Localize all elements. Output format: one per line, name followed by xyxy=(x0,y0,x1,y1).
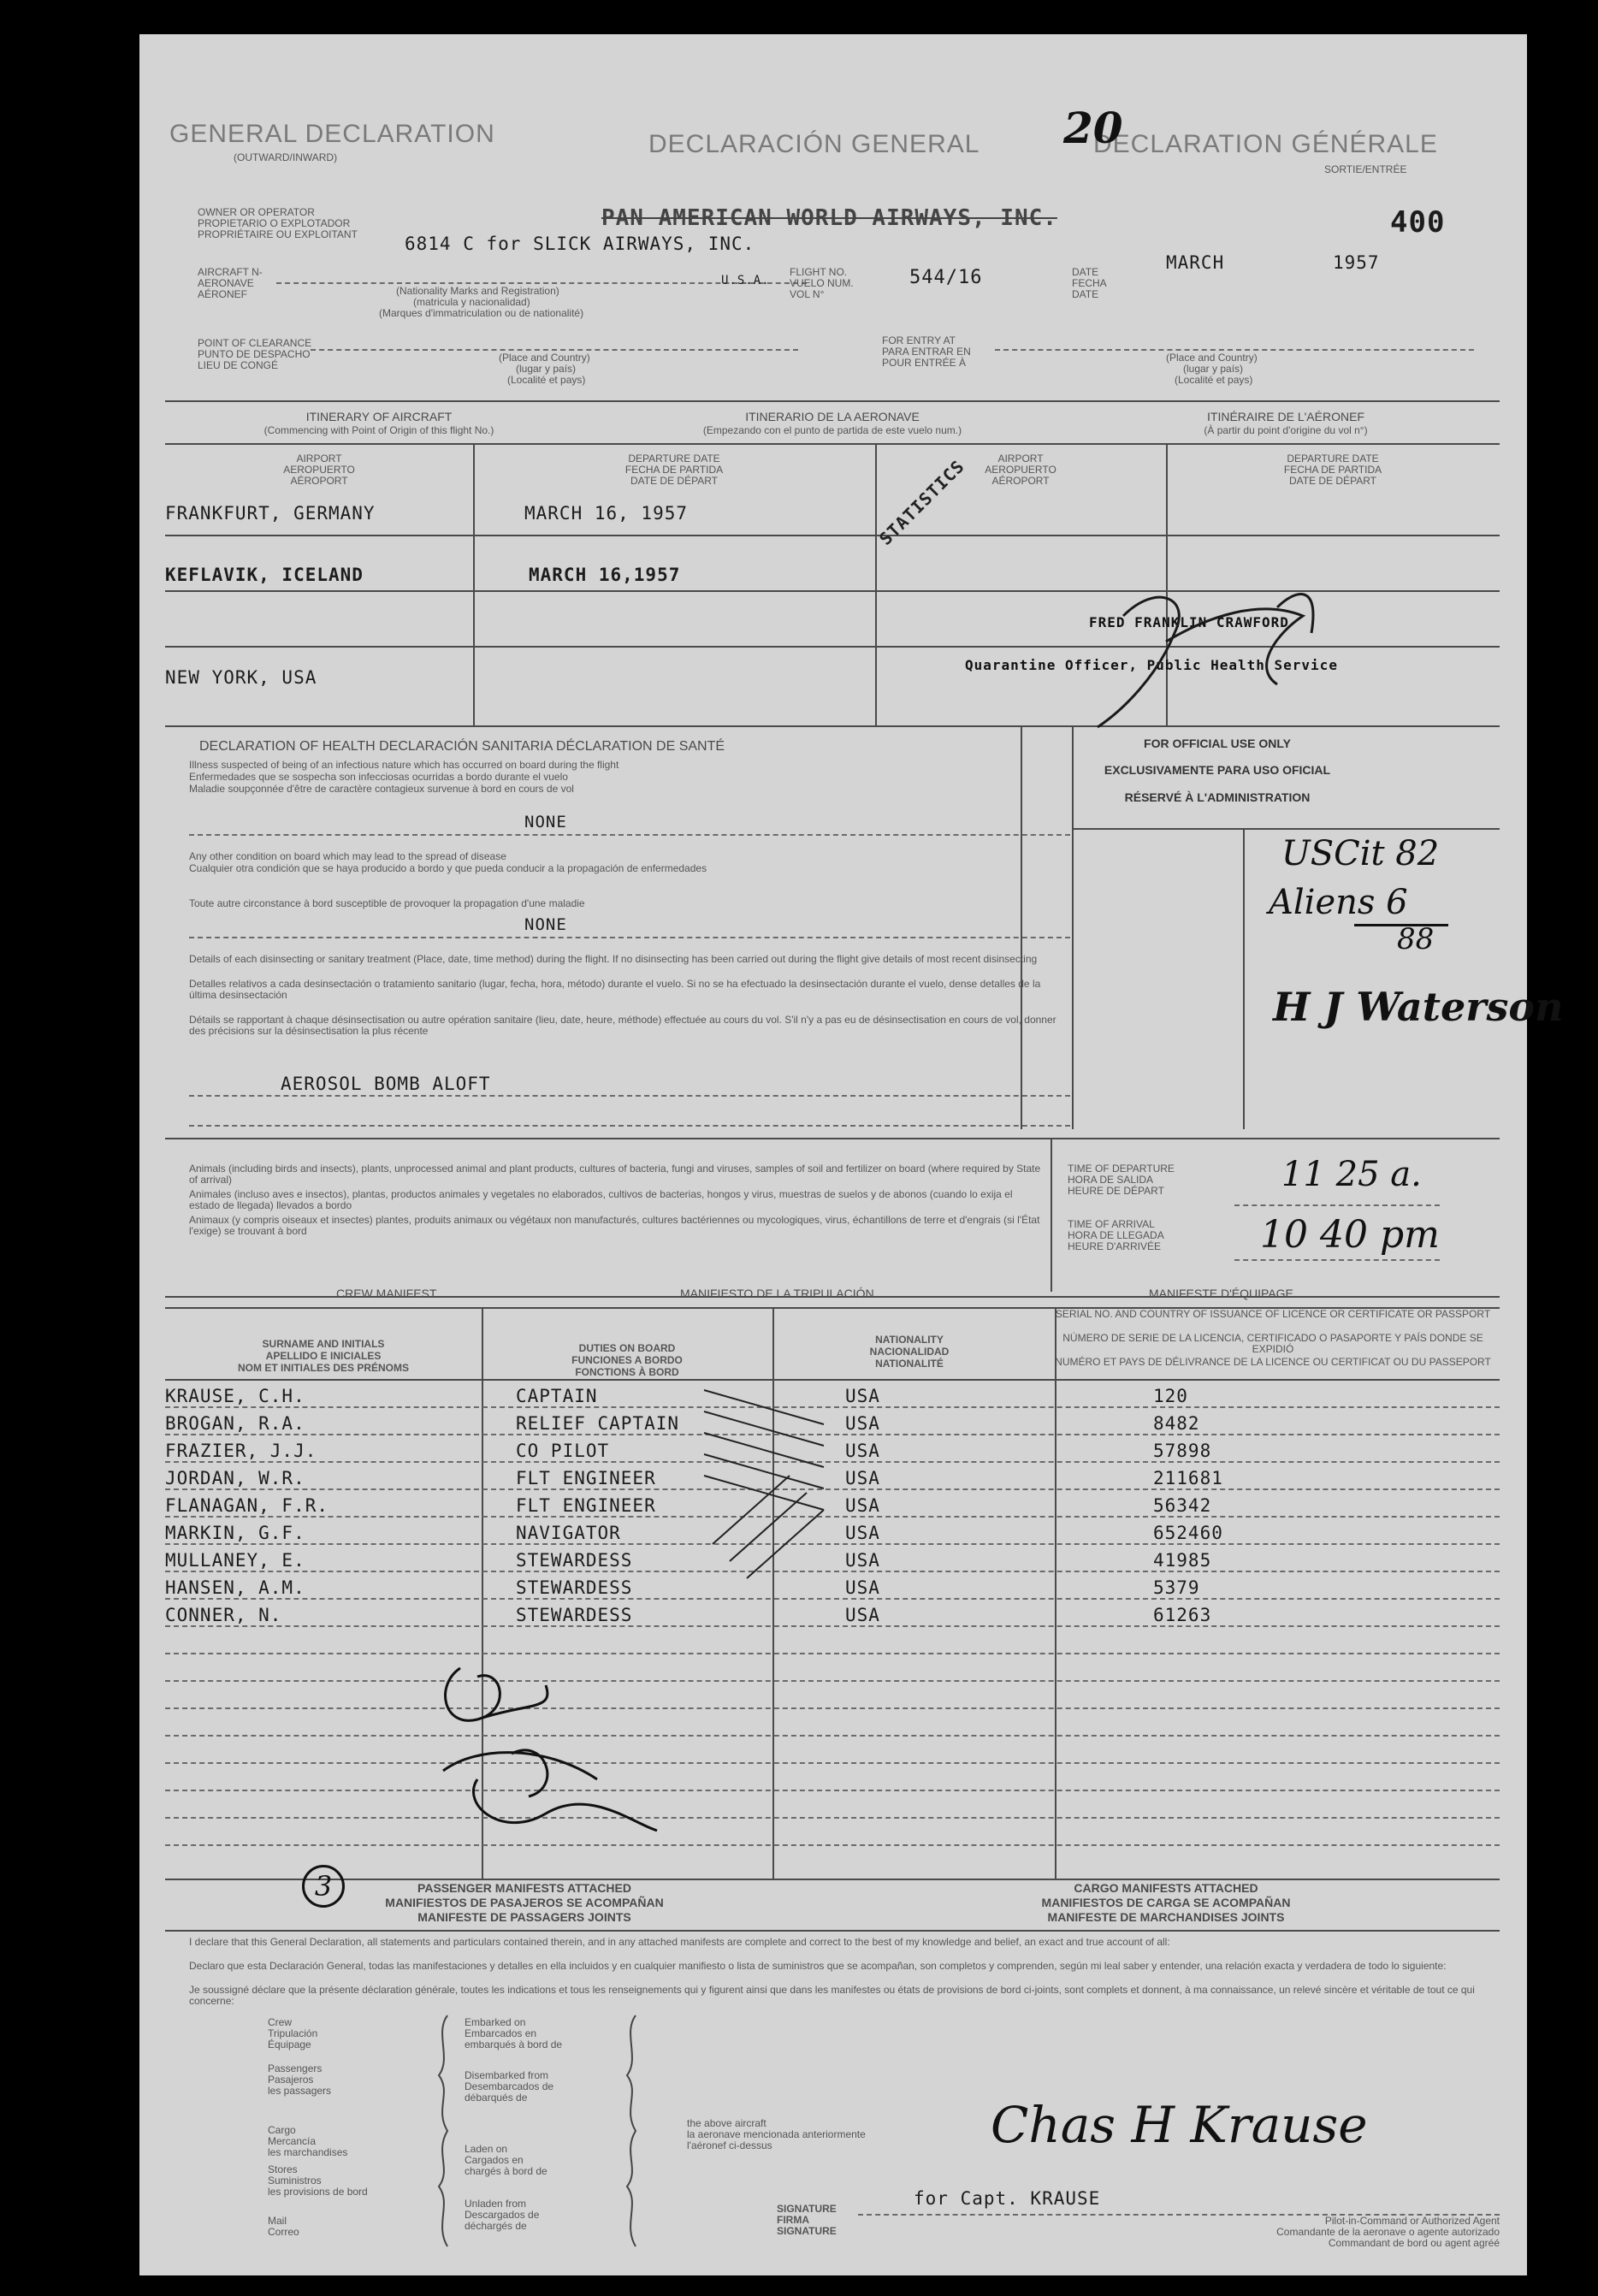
health-header: DECLARATION OF HEALTH DECLARACIÓN SANITARIA DÉCLARATION DE SANTÉ xyxy=(199,739,725,754)
crew-nationality: USA xyxy=(845,1413,880,1434)
aircraft-hint-en: (Nationality Marks and Registration) xyxy=(396,285,559,297)
col-date-es: FECHA DE PARTIDA xyxy=(624,464,724,476)
pic-label-es: Comandante de la aeronave o agente autorizado xyxy=(1276,2226,1500,2238)
aircraft-label-es: AERONAVE xyxy=(198,277,254,289)
table-row xyxy=(165,1605,281,1625)
col-airport-es: AEROPUERTO xyxy=(283,464,355,476)
declaration-left-item: Crew xyxy=(268,2016,293,2028)
declaration-mid-item: débarqués de xyxy=(465,2092,528,2104)
crew-serial: 652460 xyxy=(1153,1523,1223,1543)
crew-title-es: MANIFIESTO DE LA TRIPULACIÓN xyxy=(680,1287,874,1300)
animals-text-fr: Animaux (y compris oiseaux et insectes) plantes, produits animaux ou végétaux non manufacturés, cultures bactériennes ou mycologiques, virus, échantillons de terre et d'engrais (si l'État l'exige) se trouvant à bord xyxy=(189,1214,1040,1237)
declaration-text-en: I declare that this General Declaration, all statements and particulars contained therein, and in any attached manifests are complete and correct to the best of my knowledge and belief, an exact and true account of all: xyxy=(189,1936,1170,1948)
itinerary-title-es: ITINERARIO DE LA AERONAVE xyxy=(745,410,920,423)
itinerary-airport-3: NEW YORK, USA xyxy=(165,667,317,688)
itinerary-date-1: MARCH 16, 1957 xyxy=(524,503,689,524)
crew-name: HANSEN, A.M. xyxy=(165,1577,305,1598)
aircraft-label-en: AIRCRAFT N- xyxy=(198,266,263,278)
date-month: MARCH xyxy=(1166,252,1225,273)
health-q3-fr: Détails se rapportant à chaque désinsectisation ou autre opération sanitaire (lieu, date, heure, méthode) effectuée au cours du vol. S'il n'y a pas eu de désinsectisation en cours de vol, donner des précisions sur la désinsectisation la plus récente xyxy=(189,1014,1056,1037)
col-date-fr: DATE DE DÉPART xyxy=(630,475,719,487)
itinerary-title-fr: ITINÉRAIRE DE L'AÉRONEF xyxy=(1207,410,1364,423)
pass-manifest-en: PASSENGER MANIFESTS ATTACHED xyxy=(417,1881,631,1895)
crew-serial: 5379 xyxy=(1153,1577,1200,1598)
officer-name: FRED FRANKLIN CRAWFORD xyxy=(1089,614,1289,630)
aircraft-hint-es: (matricula y nacionalidad) xyxy=(413,296,530,308)
pic-label-fr: Commandant de bord ou agent agréé xyxy=(1328,2237,1500,2249)
col-date2-fr: DATE DE DÉPART xyxy=(1288,475,1377,487)
declaration-left-item: les provisions de bord xyxy=(268,2186,368,2198)
title-fr-sub: SORTIE/ENTRÉE xyxy=(1324,163,1407,175)
declaration-left-item: Cargo xyxy=(268,2124,296,2136)
col-date2-es: FECHA DE PARTIDA xyxy=(1283,464,1382,476)
declaration-mid-item: déchargés de xyxy=(465,2220,527,2232)
crew-name: JORDAN, W.R. xyxy=(165,1468,305,1488)
col-name-en: SURNAME AND INITIALS xyxy=(262,1338,385,1350)
entry-label-es: PARA ENTRAR EN xyxy=(882,346,971,358)
cargo-manifest-fr: MANIFESTE DE MARCHANDISES JOINTS xyxy=(1047,1910,1285,1924)
crew-nationality: USA xyxy=(845,1523,880,1543)
date-label-es: FECHA xyxy=(1072,277,1107,289)
crew-nationality: USA xyxy=(845,1468,880,1488)
clearance-hint-fr: (Localité et pays) xyxy=(507,374,586,386)
declaration-left-item: Mercancía xyxy=(268,2135,317,2147)
crew-duty: STEWARDESS xyxy=(516,1577,633,1598)
col-airport2-es: AEROPUERTO xyxy=(985,464,1056,476)
aircraft-ref-en: the above aircraft xyxy=(687,2117,766,2129)
official-note-citizens: USCit 82 xyxy=(1281,834,1440,873)
official-label-fr: RÉSERVÉ À L'ADMINISTRATION xyxy=(1124,790,1311,804)
title-fr: DECLARATION GÉNÉRALE xyxy=(1093,130,1438,158)
animals-text-es: Animales (incluso aves e insectos), plantas, productos animales y vegetales no elaborados, cultivos de bacterias, hongos y virus, muestras de suelos y de abonos (cuando lo exija el estado de llegada) llevados a bordo xyxy=(189,1188,1013,1211)
declaration-left-item: Équipage xyxy=(268,2039,311,2050)
declaration-left-item: Correo xyxy=(268,2226,299,2238)
official-label-en: FOR OFFICIAL USE ONLY xyxy=(1144,737,1291,750)
entry-hint-fr: (Localité et pays) xyxy=(1175,374,1253,386)
crew-title-fr: MANIFESTE D'ÉQUIPAGE xyxy=(1149,1287,1293,1300)
crew-title-en: CREW MANIFEST xyxy=(336,1287,437,1300)
clearance-hint-es: (lugar y país) xyxy=(516,363,577,375)
signature-label-es: FIRMA xyxy=(777,2214,809,2226)
itinerary-sub-es: (Empezando con el punto de partida de este vuelo num.) xyxy=(702,424,962,436)
declaration-mid-item: Unladen from xyxy=(465,2198,527,2210)
entry-hint: (Place and Country) xyxy=(1166,352,1258,364)
crew-serial: 61263 xyxy=(1153,1605,1212,1625)
crew-duty: FLT ENGINEER xyxy=(516,1495,656,1516)
declaration-left-item: Passengers xyxy=(268,2062,323,2074)
health-q2-es: Cualquier otra condición que se haya producido a bordo y que pueda conducir a la propagación de enfermedades xyxy=(189,862,707,874)
entry-label-fr: POUR ENTRÉE À xyxy=(882,357,967,369)
declaration-mid-item: Disembarked from xyxy=(465,2069,549,2081)
tally-marks xyxy=(687,1373,841,1647)
table-row xyxy=(165,1386,305,1406)
clearance-label-es: PUNTO DE DESPACHO xyxy=(198,348,311,360)
aircraft-ref-fr: l'aéronef ci-dessus xyxy=(687,2139,772,2151)
owner-label-fr: PROPRIÉTAIRE OU EXPLOITANT xyxy=(198,228,358,240)
itinerary-airport-2: KEFLAVIK, ICELAND xyxy=(165,565,364,585)
crew-duty: CAPTAIN xyxy=(516,1386,598,1406)
crew-duty: STEWARDESS xyxy=(516,1550,633,1571)
declaration-left-item: Pasajeros xyxy=(268,2074,314,2086)
signature-label-en: SIGNATURE xyxy=(777,2203,837,2215)
crew-duty: NAVIGATOR xyxy=(516,1523,621,1543)
col-serial-fr: NUMÉRO ET PAYS DE DÉLIVRANCE DE LA LICENCE OU CERTIFICAT OU DU PASSEPORT xyxy=(1055,1356,1491,1368)
table-row xyxy=(165,1523,305,1543)
crew-name: CONNER, N. xyxy=(165,1605,282,1625)
declaration-text-fr: Je soussigné déclare que la présente déclaration générale, toutes les indications et tous les renseignements qui y figurent ainsi que dans les manifestes ou états de provisions de bord ci-joints, sont complets et donnent, à ma connaissance, un relevé sincère et véritable de tout ce qui concerne: xyxy=(189,1984,1475,2007)
crew-serial: 57898 xyxy=(1153,1441,1212,1461)
itinerary-sub-fr: (À partir du point d'origine du vol n°) xyxy=(1204,424,1368,436)
crew-nationality: USA xyxy=(845,1605,880,1625)
declaration-mid-item: Embarcados en xyxy=(465,2027,537,2039)
health-q3-en: Details of each disinsecting or sanitary treatment (Place, date, time method) during the flight. If no disinsecting has been carried out during the flight give details of most recent disinsecting xyxy=(189,953,1038,965)
col-nat-fr: NATIONALITÉ xyxy=(875,1358,944,1370)
health-q2-fr: Toute autre circonstance à bord susceptible de provoquer la propagation d'une maladie xyxy=(189,897,585,909)
health-a1: NONE xyxy=(524,813,567,831)
arr-label-en: TIME OF ARRIVAL xyxy=(1068,1218,1155,1230)
col-date-en: DEPARTURE DATE xyxy=(628,453,720,465)
arr-label-fr: HEURE D'ARRIVÉE xyxy=(1068,1240,1161,1252)
declaration-brace xyxy=(430,2015,456,2246)
col-duties-es: FUNCIONES A BORDO xyxy=(571,1354,683,1366)
crew-name: FRAZIER, J.J. xyxy=(165,1441,317,1461)
declaration-mid-item: Cargados en xyxy=(465,2154,524,2166)
table-row xyxy=(165,1577,305,1598)
passenger-count: 3 xyxy=(302,1865,345,1908)
aircraft-label-fr: AÉRONEF xyxy=(198,288,248,300)
crew-duty: FLT ENGINEER xyxy=(516,1468,656,1488)
col-airport2-fr: AÉROPORT xyxy=(991,475,1050,487)
health-q2-en: Any other condition on board which may lead to the spread of disease xyxy=(189,850,506,862)
table-row xyxy=(165,1468,305,1488)
col-name-fr: NOM ET INITIALES DES PRÉNOMS xyxy=(237,1362,409,1374)
itinerary-airport-1: FRANKFURT, GERMANY xyxy=(165,503,376,524)
declaration-mid-item: chargés à bord de xyxy=(465,2165,547,2177)
declaration-left-item: les marchandises xyxy=(268,2146,348,2158)
health-a3: AEROSOL BOMB ALOFT xyxy=(281,1074,491,1094)
flight-label-es: VUELO NUM. xyxy=(790,277,854,289)
health-a2: NONE xyxy=(524,915,567,934)
date-label-en: DATE xyxy=(1072,266,1099,278)
flight-label-en: FLIGHT NO. xyxy=(790,266,848,278)
crew-nationality: USA xyxy=(845,1495,880,1516)
statistics-stamp: STATISTICS xyxy=(875,455,969,549)
table-row xyxy=(165,1550,305,1571)
clearance-label-en: POINT OF CLEARANCE xyxy=(198,337,312,349)
crew-serial: 41985 xyxy=(1153,1550,1212,1571)
table-row xyxy=(165,1441,317,1461)
pic-label-en: Pilot-in-Command or Authorized Agent xyxy=(1324,2215,1500,2227)
dep-label-en: TIME OF DEPARTURE xyxy=(1068,1163,1175,1175)
col-nat-en: NATIONALITY xyxy=(875,1334,944,1346)
declaration-mid-item: Descargados de xyxy=(465,2209,540,2221)
crew-serial: 211681 xyxy=(1153,1468,1223,1488)
title-es: DECLARACIÓN GENERAL xyxy=(648,130,980,158)
crew-name: MULLANEY, E. xyxy=(165,1550,305,1571)
declaration-left-item: Stores xyxy=(268,2163,298,2175)
table-row xyxy=(165,1413,305,1434)
owner-label-en: OWNER OR OPERATOR xyxy=(198,206,315,218)
crew-serial: 56342 xyxy=(1153,1495,1212,1516)
page-number: 400 xyxy=(1390,205,1446,240)
declaration-left-item: Suministros xyxy=(268,2175,322,2187)
owner-value: 6814 C for SLICK AIRWAYS, INC. xyxy=(405,234,755,254)
col-serial-es: NÚMERO DE SERIE DE LA LICENCIA, CERTIFICADO O PASAPORTE Y PAÍS DONDE SE EXPIDIÓ xyxy=(1062,1332,1483,1355)
arr-label-es: HORA DE LLEGADA xyxy=(1068,1229,1164,1241)
flight-label-fr: VOL N° xyxy=(790,288,825,300)
crew-name: FLANAGAN, F.R. xyxy=(165,1495,329,1516)
health-q3-es: Detalles relativos a cada desinsectación o tratamiento sanitario (lugar, fecha, hora, método) durante el vuelo. Si no se ha efectuado la desinsectación durante el vuelo, dense detalles de la última desinsectación xyxy=(189,978,1041,1001)
crew-name: BROGAN, R.A. xyxy=(165,1413,305,1434)
crew-nationality: USA xyxy=(845,1441,880,1461)
animals-text-en: Animals (including birds and insects), plants, unprocessed animal and plant products, cultures of bacteria, fungi and viruses, samples of soil and fertilizer on board (where required by State of arrival) xyxy=(189,1163,1041,1186)
official-label-es: EXCLUSIVAMENTE PARA USO OFICIAL xyxy=(1104,763,1331,777)
crew-duty: CO PILOT xyxy=(516,1441,610,1461)
official-signature: H J Waterson xyxy=(1273,984,1564,1030)
clearance-hint: (Place and Country) xyxy=(499,352,590,364)
crew-serial: 8482 xyxy=(1153,1413,1200,1434)
official-note-total: 88 xyxy=(1397,922,1435,956)
itinerary-title-en: ITINERARY OF AIRCRAFT xyxy=(305,410,453,423)
declaration-text-es: Declaro que esta Declaración General, todas las manifestaciones y detalles en ella incluidos y en cualquier manifiesto o lista de suministros que se acompañan, son completos y comprenden, según mi leal saber y entender, una relación exacta y verdadera de todo lo siguiente: xyxy=(189,1960,1447,1972)
official-note-aliens: Aliens 6 xyxy=(1269,883,1408,922)
col-duties-en: DUTIES ON BOARD xyxy=(578,1342,676,1354)
col-name-es: APELLIDO E INICIALES xyxy=(265,1350,382,1362)
declaration-left-item: les passagers xyxy=(268,2085,332,2097)
col-duties-fr: FONCTIONS À BORD xyxy=(575,1366,679,1378)
dep-label-fr: HEURE DE DÉPART xyxy=(1068,1185,1164,1197)
owner-struck-value: PAN AMERICAN WORLD AIRWAYS, INC. xyxy=(601,205,1057,231)
itinerary-date-2: MARCH 16,1957 xyxy=(529,565,681,585)
pass-manifest-fr: MANIFESTE DE PASSAGERS JOINTS xyxy=(417,1910,631,1924)
flight-number: 544/16 xyxy=(909,267,983,288)
dep-time: 11 25 a. xyxy=(1281,1155,1422,1194)
aircraft-hint-fr: (Marques d'immatriculation ou de nationalité) xyxy=(379,307,584,319)
declaration-brace xyxy=(618,2015,644,2246)
crew-nationality: USA xyxy=(845,1386,880,1406)
handwritten-number: 20 xyxy=(1063,103,1123,153)
health-q1-es: Enfermedades que se sospecha son infecciosas ocurridas a bordo durante el vuelo xyxy=(189,771,568,783)
crew-name: KRAUSE, C.H. xyxy=(165,1386,305,1406)
clearance-label-fr: LIEU DE CONGÉ xyxy=(198,359,279,371)
cargo-manifest-en: CARGO MANIFESTS ATTACHED xyxy=(1074,1881,1258,1895)
aircraft-country: U.S.A. xyxy=(721,274,770,287)
declaration-mid-item: Desembarcados de xyxy=(465,2080,554,2092)
table-row xyxy=(165,1495,328,1516)
dep-label-es: HORA DE SALIDA xyxy=(1068,1174,1154,1186)
date-label-fr: DATE xyxy=(1072,288,1099,300)
title-en-sub: (OUTWARD/INWARD) xyxy=(234,151,338,163)
owner-label-es: PROPIETARIO O EXPLOTADOR xyxy=(198,217,351,229)
declaration-left-item: Mail xyxy=(268,2215,287,2227)
health-q1-fr: Maladie soupçonnée d'être de caractère contagieux survenue à bord en cours de vol xyxy=(189,783,574,795)
declaration-mid-item: Embarked on xyxy=(465,2016,526,2028)
crew-signature-scribble xyxy=(426,1651,683,1856)
col-airport-fr: AÉROPORT xyxy=(290,475,348,487)
crew-serial: 120 xyxy=(1153,1386,1188,1406)
cargo-manifest-es: MANIFIESTOS DE CARGA SE ACOMPAÑAN xyxy=(1041,1896,1291,1909)
itinerary-sub-en: (Commencing with Point of Origin of this flight No.) xyxy=(263,424,494,436)
col-nat-es: NACIONALIDAD xyxy=(869,1346,950,1358)
crew-nationality: USA xyxy=(845,1577,880,1598)
declaration-mid-item: embarqués à bord de xyxy=(465,2039,563,2050)
crew-nationality: USA xyxy=(845,1550,880,1571)
entry-hint-es: (lugar y país) xyxy=(1183,363,1244,375)
pass-manifest-es: MANIFIESTOS DE PASAJEROS SE ACOMPAÑAN xyxy=(385,1896,664,1909)
crew-name: MARKIN, G.F. xyxy=(165,1523,305,1543)
declaration-left-item: Tripulación xyxy=(268,2027,318,2039)
signed-for: for Capt. KRAUSE xyxy=(914,2188,1101,2209)
crew-duty: RELIEF CAPTAIN xyxy=(516,1413,680,1434)
col-serial-en: SERIAL NO. AND COUNTRY OF ISSUANCE OF LICENCE OR CERTIFICATE OR PASSPORT xyxy=(1055,1308,1491,1320)
crew-duty: STEWARDESS xyxy=(516,1605,633,1625)
quarantine-signature xyxy=(1021,565,1380,753)
officer-title: Quarantine Officer, Public Health Service xyxy=(965,657,1338,673)
aircraft-ref-es: la aeronave mencionada anteriormente xyxy=(687,2128,866,2140)
declaration-form xyxy=(139,34,1564,2275)
col-airport-en: AIRPORT xyxy=(296,453,342,465)
captain-signature: Chas H Krause xyxy=(991,2096,1368,2154)
declaration-mid-item: Laden on xyxy=(465,2143,508,2155)
col-date2-en: DEPARTURE DATE xyxy=(1287,453,1379,465)
entry-label-en: FOR ENTRY AT xyxy=(882,334,956,346)
date-year: 1957 xyxy=(1333,252,1380,273)
arr-time: 10 40 pm xyxy=(1260,1213,1440,1257)
title-en: GENERAL DECLARATION xyxy=(169,120,495,148)
signature-label-fr: SIGNATURE xyxy=(777,2225,837,2237)
col-airport2-en: AIRPORT xyxy=(997,453,1044,465)
health-q1-en: Illness suspected of being of an infectious nature which has occurred on board during the flight xyxy=(189,759,619,771)
